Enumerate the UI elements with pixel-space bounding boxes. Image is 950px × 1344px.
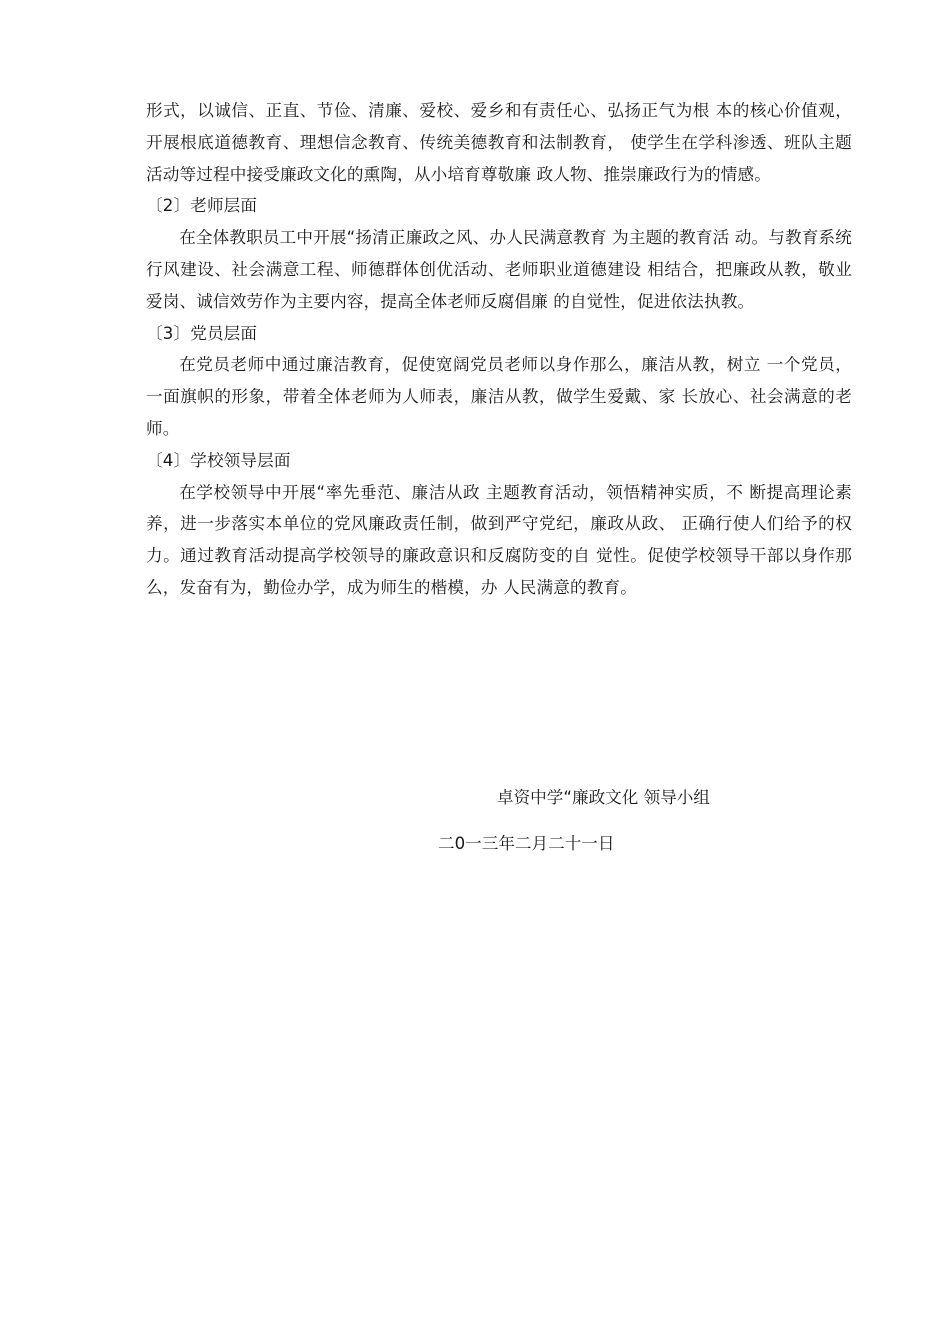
document-body	[146, 95, 852, 604]
intro-paragraph: 形式，以诚信、正直、节俭、清廉、爱校、爱乡和有责任心、弘扬正气为根 本的核心价值观，开展根底道德教育、理想信念教育、传统美德教育和法制教育， 使学生在学科渗透、班队主题活动等过程中接受廉政文化的熏陶，从小培育尊敬廉 政人物、推崇廉政行为的情感。	[146, 101, 852, 184]
signature-date: 二0一三年二月二十一日	[438, 834, 615, 853]
section-body-party-members: 在党员老师中通过廉洁教育，促使宽阔党员老师以身作那么，廉洁从教，树立 一个党员，一面旗帜的形象，带着全体老师为人师表，廉洁从教，做学生爱戴、家 长放心、社会满意的老师。	[146, 355, 852, 438]
section-heading-teachers: 〔2〕老师层面	[146, 196, 258, 216]
section-body-teachers: 在全体教职员工中开展“扬清正廉政之风、办人民满意教育 为主题的教育活 动。与教育系统行风建设、社会满意工程、师德群体创优活动、老师职业道德建设 相结合，把廉政从教，敬业爱岗、诚信效劳作为主要内容，提高全体老师反腐倡廉 的自觉性，促进依法执教。	[146, 228, 852, 311]
signature-organization: 卓资中学“廉政文化 领导小组	[497, 788, 710, 807]
section-body-school-leaders: 在学校领导中开展“率先垂范、廉洁从政 主题教育活动，领悟精神实质，不 断提高理论素养，进一步落实本单位的党风廉政责任制，做到严守党纪，廉政从政、 正确行使人们给予的权力。通过教育活动提高学校领导的廉政意识和反腐防变的自 觉性。促使学校领导干部以身作那么，发奋有为，勤俭办学，成为师生的楷模，办 人民满意的教育。	[146, 482, 852, 597]
section-heading-school-leaders: 〔4〕学校领导层面	[146, 450, 291, 470]
section-heading-party-members: 〔3〕党员层面	[146, 323, 258, 343]
